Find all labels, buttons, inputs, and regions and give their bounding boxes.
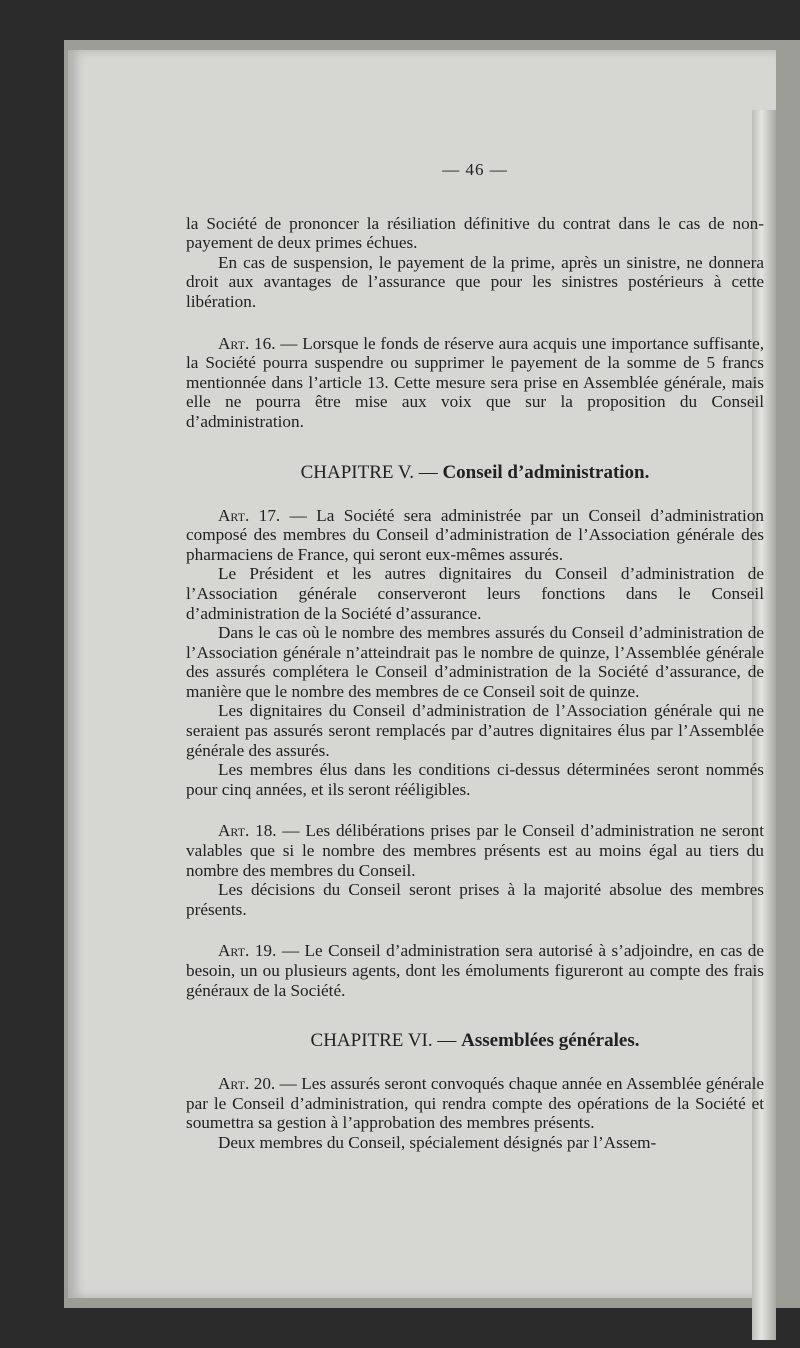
spacer [186,312,764,334]
article-label: Art. 17. [218,505,281,525]
paragraph-text: Les membres élus dans les conditions ci-dessus déterminées seront nommés pour cinq années, et ils seront rééligibles. [186,760,764,799]
chapter-title: Assemblées générales. [461,1030,640,1052]
article-paragraph [186,821,764,880]
spacer [186,484,764,506]
article-paragraph [186,334,764,432]
article-label: Art. 20. [218,1074,276,1094]
paragraph [186,253,764,312]
paragraph [186,701,764,760]
paragraph-text: Deux membres du Conseil, spécialement désignés par l’Assem- [218,1132,657,1152]
article-paragraph [186,506,764,565]
paragraph-text: — Le Conseil d’administration sera autorisé à s’adjoindre, en cas de besoin, un ou plusieurs agents, dont les émoluments figureront au compte des frais généraux de la Société. [186,941,764,1000]
paragraph-text: — Les délibérations prises par le Conseil d’administration ne seront valables que si le nombre des membres présents est au moins égal au tiers du nombre des membres du Conseil. [186,821,764,880]
paragraph-text: En cas de suspension, le payement de la prime, après un sinistre, ne donnera droit aux avantages de l’assurance que pour les sinistres postérieurs à cette libération. [186,252,764,311]
paragraph-text: la Société de prononcer la résiliation définitive du contrat dans le cas de non-payement de deux primes échues. [186,213,764,253]
paragraph-text: — Lorsque le fonds de réserve aura acquis une importance suffisante, la Société pourra suspendre ou supprimer le payement de la somme de 5 francs mentionnée dans l’article 13. Cette mesure sera prise en Assemblée générale, mais elle ne pourra être mise aux voix que sur la proposition du Conseil d’administration. [186,333,764,431]
paragraph-text: Les dignitaires du Conseil d’administration de l’Association générale qui ne seraient pas assurés seront remplacés par d’autres dignitaires élus par l’Assemblée générale des assurés. [186,701,764,760]
chapter-label: CHAPITRE VI. — [310,1030,462,1052]
paragraph-text: Dans le cas où le nombre des membres assurés du Conseil d’administration de l’Association générale n’atteindrait pas le nombre de quinze, l’Assemblée générale des assurés complétera le Conseil d’administration de la Société d’assurance, de manière que le nombre des membres de ce Conseil soit de quinze. [186,623,764,701]
paragraph-text: — Les assurés seront convoqués chaque année en Assemblée générale par le Conseil d’administration, qui rendra compte des opérations de la Société et soumettra sa gestion à l’approbation des membres présents. [186,1074,764,1133]
chapter-heading [186,462,764,484]
chapter-heading [186,1030,764,1052]
paragraph-text: Les décisions du Conseil seront prises à la majorité absolue des membres présents. [186,880,764,919]
spacer [186,799,764,821]
paragraph [186,564,764,623]
paragraph [186,880,764,919]
spacer [186,1000,764,1030]
chapter-title: Conseil d’administration. [442,461,650,483]
spacer [186,432,764,462]
paragraph [186,1133,764,1153]
paragraph-text: — La Société sera administrée par un Conseil d’administration composé des membres du Conseil d’administration de l’Association générale des pharmaciens de France, qui seront eux-mêmes assurés. [186,505,765,564]
article-label: Art. 16. [218,333,276,353]
page-content [186,214,764,1153]
paragraph [186,623,764,701]
article-paragraph [186,1074,764,1133]
article-label: Art. 19. [218,941,277,961]
page-number: — 46 — [442,160,508,179]
spacer [186,1052,764,1074]
chapter-label: CHAPITRE V. — [300,461,443,483]
paragraph [186,760,764,799]
article-paragraph [186,941,764,1000]
paragraph [186,214,764,253]
spacer [186,919,764,941]
paragraph-text: Le Président et les autres dignitaires du Conseil d’administration de l’Association générale conserveront leurs fonctions dans le Conseil d’administration de la Société d’assurance. [186,564,764,623]
article-label: Art. 18. [218,821,277,841]
page-text [186,160,764,1153]
